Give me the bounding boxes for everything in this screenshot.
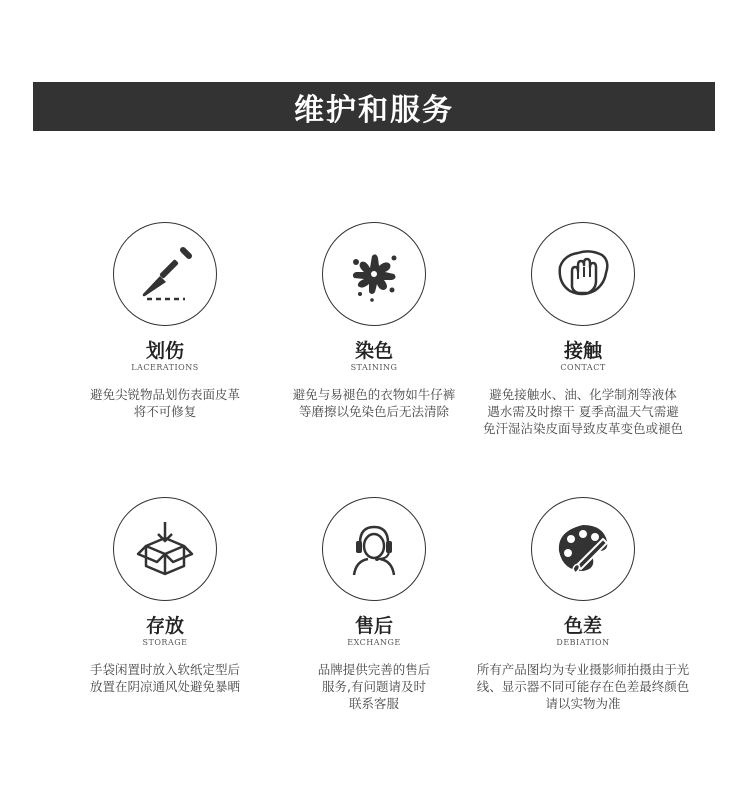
card-title: 染色 — [354, 340, 393, 362]
ink-splash-icon — [342, 242, 406, 306]
card-title: 划伤 — [145, 340, 184, 362]
care-card-lacerations — [45, 222, 285, 420]
card-title: 接触 — [563, 340, 602, 362]
card-description: 避免接触水、油、化学制剂等液体 遇水需及时擦干 夏季高温天气需避 免汗湿沾染皮面导致皮革变色或褪色 — [482, 387, 683, 436]
scalpel-icon — [133, 242, 197, 306]
card-title: 色差 — [563, 615, 602, 637]
card-description: 避免尖锐物品划伤表面皮革 将不可修复 — [89, 387, 240, 419]
icon-circle — [322, 497, 426, 601]
box-download-icon — [132, 516, 198, 582]
card-description: 品牌提供完善的售后 服务,有问题请及时 联系客服 — [317, 662, 431, 711]
section-title: 维护和服务 — [294, 92, 454, 128]
icon-circle — [322, 222, 426, 326]
card-description: 手袋闲置时放入软纸定型后 放置在阴凉通风处避免暴晒 — [89, 662, 240, 694]
icon-circle — [531, 222, 635, 326]
care-card-storage — [45, 497, 285, 695]
hand-wipe-icon — [550, 241, 616, 307]
care-card-staining — [254, 222, 494, 420]
section-banner — [33, 82, 715, 131]
palette-icon — [551, 517, 615, 581]
card-subtitle: CONTACT — [560, 363, 606, 372]
care-card-exchange — [254, 497, 494, 712]
card-subtitle: EXCHANGE — [347, 638, 401, 647]
card-subtitle: STAINING — [350, 363, 398, 372]
care-card-contact — [463, 222, 703, 437]
card-description: 所有产品图均为专业摄影师拍摄由于光 线、显示器不同可能存在色差最终颜色 请以实物为准 — [476, 662, 690, 711]
icon-circle — [531, 497, 635, 601]
care-card-deviation — [463, 497, 703, 712]
headset-user-icon — [344, 519, 404, 579]
icon-circle — [113, 497, 217, 601]
card-subtitle: LACERATIONS — [131, 363, 199, 372]
icon-circle — [113, 222, 217, 326]
card-description: 避免与易褪色的衣物如牛仔裤 等磨擦以免染色后无法清除 — [292, 387, 456, 419]
card-title: 售后 — [354, 615, 393, 637]
card-title: 存放 — [145, 615, 184, 637]
card-subtitle: STORAGE — [142, 638, 188, 647]
card-subtitle: DEBIATION — [556, 638, 610, 647]
